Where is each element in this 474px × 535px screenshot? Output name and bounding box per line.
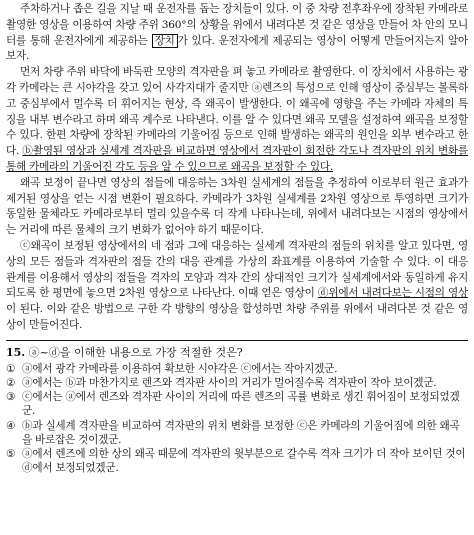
underlined-text: ⓓ위에서 내려다보는 시점의 영상 bbox=[317, 287, 468, 300]
question-number: 15. bbox=[6, 345, 26, 359]
passage-text: 주차하거나 좁은 길을 지날 때 운전자를 돕는 장치들이 있다. 이 중 차량 전후좌우에 장착된 카메라로 촬영한 영상을 이용하여 차량 주위 360°의 상황을 위에서 내려다본 것 같은 영상을 만들어 차 안의 모니터를 통해 운전자에게 제공하는 bbox=[6, 3, 468, 47]
underlined-text: ⓑ촬영된 영상과 실세계 격자판을 비교하면 영상에서 격자판이 회전한 각도나 격자판의 위치 변화를 통해 카메라의 기울어진 각도 등을 알 수 있으므로 왜곡을 보정할 수 있다. bbox=[6, 145, 468, 173]
passage-text: 먼저 차량 주위 바닥에 바둑판 모양의 격자판을 펴 놓고 카메라로 촬영한다. 이 장치에서 사용하는 광각 카메라는 큰 시야각을 갖고 있어 사각지대가 줄지만 ⓐ렌즈의 특성으로 인해 영상이 중심부는 볼록하고 중심부에서 멀수록 더 휘어지는 현상, 즉 왜곡이 발생한다. 이 왜곡에 영향을 주는 카메라 자체의 특징을 내부 변수라고 하며 왜곡 계수로 나타낸다. 이를 알 수 있다면 왜곡 모델을 설정하여 왜곡을 보정할 수 있다. 한편 차량에 장착된 카메라의 기울어짐 등으로 인해 발생하는 왜곡의 원인을 외부 변수라고 한다. bbox=[6, 66, 468, 158]
answer-choices bbox=[6, 362, 468, 476]
passage-paragraph-2 bbox=[6, 65, 468, 176]
passage-paragraph-4 bbox=[6, 239, 468, 334]
choice-number: ① bbox=[6, 362, 16, 375]
section-divider bbox=[6, 340, 468, 341]
passage-text: 가 있다. 운전자에게 제공되는 영상이 어떻게 만들어지는지 알아보자. bbox=[6, 34, 468, 63]
answer-choice-4[interactable] bbox=[6, 419, 468, 447]
choice-text: ⓐ에서 렌즈에 의한 상의 왜곡 때문에 격자판의 윗부분으로 갈수록 격자 크기가 더 작아 보이던 것이 ⓓ에서 보정되었겠군. bbox=[22, 447, 466, 475]
choice-number: ③ bbox=[6, 391, 16, 404]
choice-text: ⓑ과 실세계 격자판을 비교하여 격자판의 위치 변화를 보정한 ⓒ은 카메라의 기울어짐에 의한 왜곡을 바로잡은 것이겠군. bbox=[22, 419, 460, 446]
boxed-keyword: 장치 bbox=[152, 34, 178, 48]
reading-passage bbox=[6, 2, 468, 334]
passage-text: 이 된다. 이와 같은 방법으로 구한 각 방향의 영상을 합성하면 차량 주위를 위에서 내려다본 것 같은 영상이 만들어진다. bbox=[6, 303, 468, 331]
passage-text: ⓒ왜곡이 보정된 영상에서의 네 점과 그에 대응하는 실세계 격자판의 점들의 위치를 알고 있다면, 영상의 모든 점들과 격자판의 점들 간의 대응 관계를 가상의 좌표계를 이용하여 기술할 수 있다. 이 대응 관계를 이용해서 영상의 점들을 격자의 모양과 격자 간의 상대적인 크기가 실세계에서와 동일하게 유지되도록 한 평면에 놓으면 2차원 영상으로 나타난다. 이때 얻은 영상이 bbox=[6, 239, 468, 300]
passage-paragraph-3 bbox=[6, 176, 468, 239]
question-text: ⓐ~ⓓ을 이해한 내용으로 가장 적절한 것은? bbox=[28, 345, 243, 359]
choice-text: ⓐ에서 광각 카메라를 이용하여 확보한 시야각은 ⓒ에서는 작아지겠군. bbox=[22, 362, 338, 375]
answer-choice-5[interactable] bbox=[6, 447, 468, 475]
passage-paragraph-1 bbox=[6, 2, 468, 65]
question-stem bbox=[6, 345, 468, 360]
answer-choice-2[interactable] bbox=[6, 376, 468, 390]
answer-choice-1[interactable] bbox=[6, 362, 468, 376]
passage-text: 왜곡 보정이 끝나면 영상의 점들에 대응하는 3차원 실세계의 점들을 추정하여 이로부터 원근 효과가 제거된 영상을 얻는 시점 변환이 필요하다. 카메라가 3차원 실세계를 2차원 영상으로 투영하면 크기가 동일한 물체라도 카메라로부터 멀리 있을수록 더 작게 나타나는데, 위에서 내려다보는 시점의 영상에서는 거리에 따른 물체의 크기 변화가 없어야 하기 때문이다. bbox=[6, 176, 468, 237]
choice-number: ② bbox=[6, 376, 16, 389]
choice-number: ⑤ bbox=[6, 447, 16, 460]
choice-text: ⓐ에서는 ⓑ과 마찬가지로 렌즈와 격자판 사이의 거리가 멀어질수록 격자판이 작아 보이겠군. bbox=[22, 376, 437, 389]
answer-choice-3[interactable] bbox=[6, 390, 468, 418]
choice-number: ④ bbox=[6, 419, 16, 432]
choice-text: ⓒ에서는 ⓐ에서 렌즈와 격자판 사이의 거리에 따른 렌즈의 곡률 변화로 생긴 휘어짐이 보정되었겠군. bbox=[22, 391, 460, 418]
